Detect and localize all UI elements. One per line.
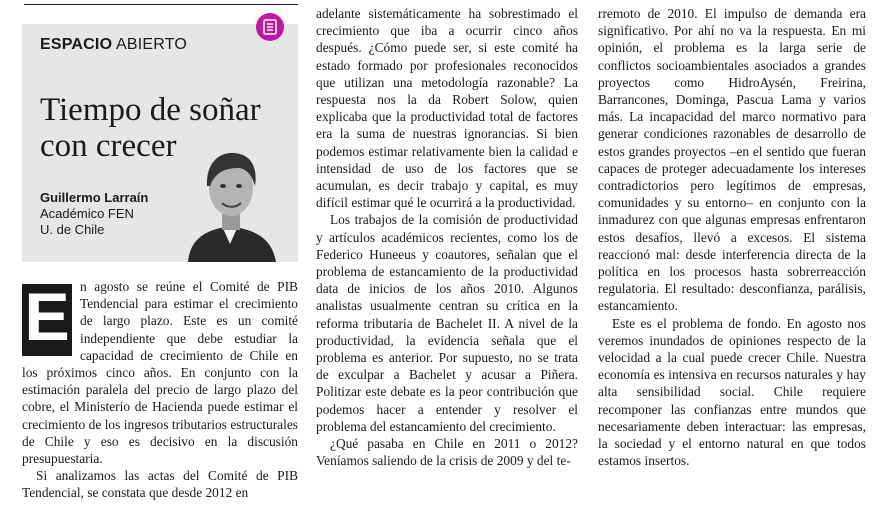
author-role: Académico FEN — [40, 206, 134, 221]
drop-cap: E — [22, 284, 72, 356]
article-paragraph: rremoto de 2010. El impulso de demanda era significativo. Por ahí no va la respuesta. En mi opinión, el problema es la larga serie de conflictos socioambientales asociados a grandes proyectos como HidroAysén, Freirina, Barrancones, Dominga, Pascua Lama y varios más. La incapacidad del marco normativo para generar condiciones razonables de desarrollo de estos grandes proyectos –en el sentido que fueran capaces de proteger adecuadamente los intereses contradictorios pero legítimos de empresas, comunidades y su entorno– en conjunto con la inmadurez con que algunas empresas enfrentaron estos desafíos, llevó a excesos. El sistema reaccionó mal: desde interferencia directa de la política en los procesos hasta sobrerreacción regulatoria. El resultado: desconfianza, parálisis, estancamiento. — [598, 6, 866, 314]
byline — [40, 190, 148, 238]
section-label — [40, 36, 187, 54]
author-portrait — [180, 140, 280, 262]
article-column-2 — [316, 5, 578, 469]
article-paragraph: Este es el problema de fondo. En agosto nos veremos inundados de opiniones respecto de la velocidad a la cual puede crecer Chile. Nuestra economía es intensiva en recursos naturales y hay alta sensibilidad social. Chile requiere recomponer las confianzas entre mundos que necesariamente deben interactuar: las empresas, la sociedad y el entorno natural en que todos estamos insertos. — [598, 315, 866, 469]
section-label-rest: ABIERTO — [116, 36, 188, 53]
article-paragraph-text: n agosto se reúne el Comité de PIB Tendencial para estimar el crecimiento de largo plazo. Este es un comité independiente que debe estudiar la capacidad de crecimiento de Chile en los próximos cinco años. En conjunto con la estimación paralela del precio de largo plazo del cobre, el Ministerio de Hacienda puede estimar el crecimiento de los ingresos tributarios estructurales de Chile y eso es decisivo en la discusión presupuestaria. — [22, 279, 298, 467]
article-paragraph: Los trabajos de la comisión de productividad y artículos académicos recientes, como los de Federico Huneeus y coautores, señalan que el problema de estancamiento de la productividad data de inicios de los años 2010. Algunos analistas usualmente centran su crítica en la reforma tributaria de Bachelet II. A nivel de la productividad, la evidencia señala que el problema es anterior. Por supuesto, no se trata de exculpar a Bachelet y acusar a Piñera. Politizar este debate es la peor contribución que podemos hacer a entender y resolver el problema del estancamiento del crecimiento. — [316, 212, 578, 434]
article-column-3 — [598, 5, 866, 469]
article-paragraph — [22, 278, 298, 467]
article-paragraph: Si analizamos las actas del Comité de PIB Tendencial, se constata que desde 2012 en — [22, 468, 298, 501]
section-label-bold: ESPACIO — [40, 36, 113, 53]
author-name: Guillermo Larraín — [40, 190, 149, 205]
article-paragraph: ¿Qué pasaba en Chile en 2011 o 2012? Veníamos saliendo de la crisis de 2009 y del te- — [316, 436, 578, 469]
author-affiliation: U. de Chile — [40, 222, 105, 237]
top-rule — [24, 4, 298, 5]
article-paragraph: adelante sistemáticamente ha sobrestimado el crecimiento que iba a ocurrir cinco años después. ¿Cómo puede ser, si este comité ha estado formado por profesionales reconocidos que utilizan una metodología razonable? La respuesta nos la da Robert Solow, quien explicaba que la productividad total de factores era la suma de nuestras ignorancias. Si bien podemos estimar relativamente bien la calidad e intensidad de uso de los factores que se acumulan, es decir trabajo y capital, es muy difícil estimar qué le ocurrirá a la productividad. — [316, 6, 578, 211]
article-column-1 — [22, 278, 298, 502]
headline: Tiempo de soñar con crecer — [40, 92, 261, 165]
document-icon — [256, 13, 284, 41]
